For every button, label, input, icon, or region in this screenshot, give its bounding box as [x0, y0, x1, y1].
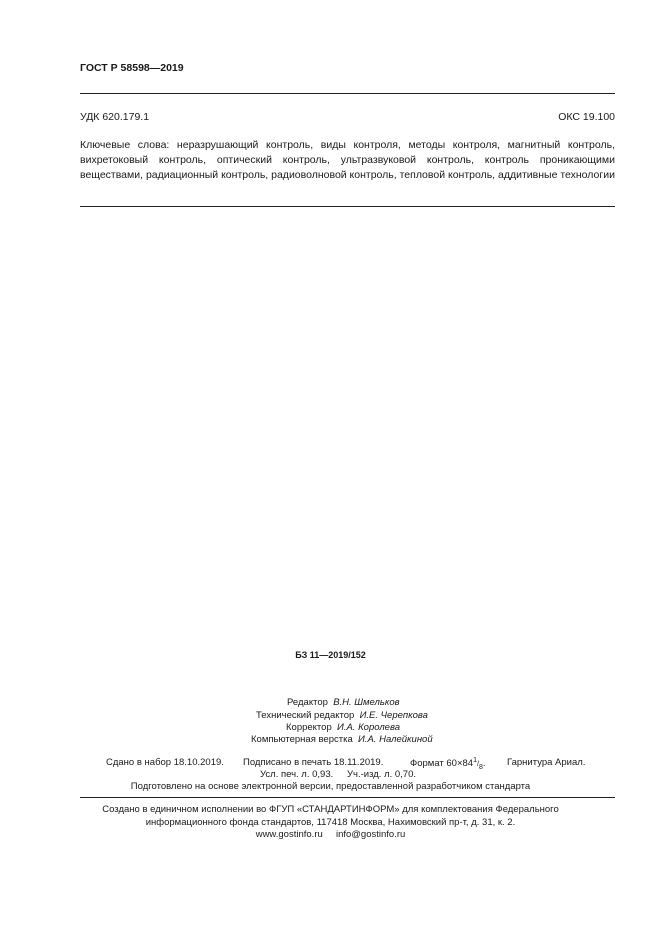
udc-code: УДК 620.179.1: [80, 111, 150, 123]
footer-divider: [80, 797, 615, 798]
bz-number: БЗ 11—2019/152: [295, 650, 366, 660]
corrector-role: Корректор: [286, 722, 332, 733]
prepared-note: Подготовлено на основе электронной версии, предоставленной разработчиком стандарта: [130, 781, 531, 792]
keywords-paragraph: Ключевые слова: неразрушающий контроль, виды контроля, методы контроля, магнитный контроль, вихретоковый контроль, оптический контроль, ультразвуковой контроль, контроль проникающими веществами, радиационный контроль, радиоволновой контроль, тепловой контроль, аддитивные технологии: [80, 139, 615, 181]
format-prefix: Формат 60×84: [410, 758, 474, 770]
corrector-name: И.А. Королева: [337, 722, 400, 733]
tech-editor-name: И.Е. Черепкова: [359, 710, 428, 721]
email-link[interactable]: info@gostinfo.ru: [335, 829, 406, 840]
keywords-divider: [80, 206, 615, 207]
format-numerator: 1: [473, 757, 477, 764]
layout-name: И.А. Налейкиной: [358, 734, 433, 745]
layout-line: [251, 734, 433, 745]
website-link[interactable]: www.gostinfo.ru: [255, 829, 323, 840]
publisher-sheets: Уч.-изд. л. 0,70.: [347, 769, 417, 780]
paper-format: Формат $60\times 84^1/_8$.: [410, 757, 486, 772]
editor-name: В.Н. Шмельков: [333, 697, 400, 708]
footer-links: [0, 829, 661, 840]
tech-editor-line: [256, 710, 428, 721]
footer-line-2: информационного фонда стандартов, 117418 Москва, Нахимовский пр-т, д. 31, к. 2.: [145, 817, 516, 828]
editor-line: [287, 697, 400, 708]
layout-role: Компьютерная верстка: [251, 734, 353, 745]
top-divider: [80, 93, 615, 94]
footer-line-1: Создано в единичном исполнении во ФГУП «СТАНДАРТИНФОРМ» для комплектования Федерального: [102, 804, 559, 815]
set-date: Сдано в набор 18.10.2019.: [106, 757, 224, 768]
print-sheets: Усл. печ. л. 0,93.: [260, 769, 334, 780]
format-denominator: 8: [478, 764, 483, 772]
editor-role: Редактор: [287, 697, 328, 708]
oks-code: ОКС 19.100: [558, 111, 615, 123]
corrector-line: [286, 722, 400, 733]
format-suffix: .: [482, 758, 486, 770]
typeface: Гарнитура Ариал.: [507, 757, 586, 768]
signed-date: Подписано в печать 18.11.2019.: [243, 757, 384, 768]
tech-editor-role: Технический редактор: [256, 710, 355, 721]
standard-number: ГОСТ Р 58598—2019: [80, 62, 184, 74]
